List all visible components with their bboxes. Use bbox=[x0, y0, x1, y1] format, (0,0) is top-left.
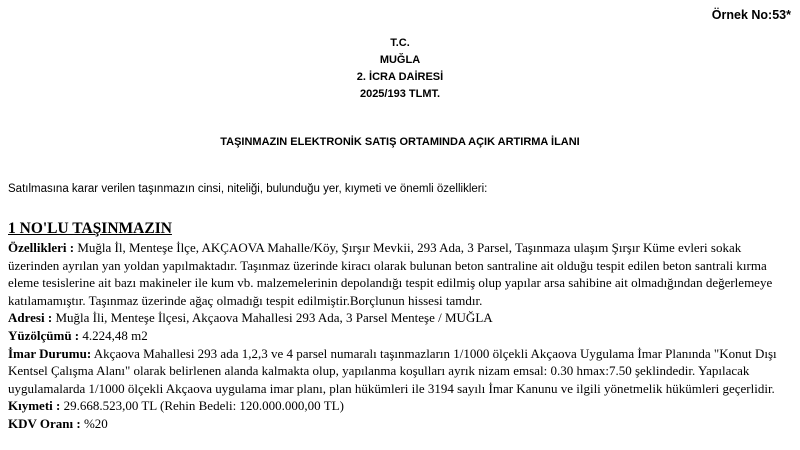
features-label: Özellikleri : bbox=[8, 240, 75, 255]
authority-header bbox=[0, 35, 800, 103]
zoning-row bbox=[8, 345, 788, 398]
value-row bbox=[8, 397, 788, 415]
header-office: 2. İCRA DAİRESİ bbox=[356, 71, 444, 83]
area-text: 4.224,48 m2 bbox=[79, 327, 148, 343]
value-label: Kıymeti : bbox=[8, 398, 61, 414]
notice-title: TAŞINMAZIN ELEKTRONİK SATIŞ ORTAMINDA AÇIK ARTIRMA İLANI bbox=[220, 136, 580, 148]
address-label: Adresi : bbox=[8, 310, 53, 326]
address-row bbox=[8, 309, 788, 327]
address-text: Muğla İli, Menteşe İlçesi, Akçaova Mahallesi 293 Ada, 3 Parsel Menteşe / MUĞLA bbox=[52, 310, 493, 326]
zoning-label: İmar Durumu: bbox=[8, 345, 92, 361]
vat-text: %20 bbox=[80, 415, 108, 431]
property-section bbox=[8, 219, 788, 433]
features-text: Muğla İl, Menteşe İlçe, AKÇAOVA Mahalle/Köy, Şırşır Mevkii, 293 Ada, 3 Parsel, Taşınmaza ulaşım Şırşır Küme evleri sokak üzerinden ayrılan yan yoldan yapılmaktadır. Taşınmaz üzerinde kiracı olarak bulunan beton santraline ait olduğu tespit edilen beton santrali kırma eleme tesislerine ait bazı makineler ile kum vb. malzemelerinin depolandığı tespit edilmiş olup yapılar arsa sahibine ait olmadığından değerlemeye katılamamıştır. Taşınmaz üzerinde ağaç olmadığı tespit edilmiştir.Borçlunun hissesi tamdır. bbox=[8, 240, 773, 308]
header-file-number: 2025/193 TLMT. bbox=[359, 88, 441, 100]
area-label: Yüzölçümü : bbox=[8, 327, 80, 343]
sample-number: Örnek No:53* bbox=[711, 8, 791, 22]
zoning-text: Akçaova Mahallesi 293 ada 1,2,3 ve 4 parsel numaralı taşınmazların 1/1000 ölçekli Akçaova Uygulama İmar Planında "Konut Dışı Kentsel Çalışma Alanı" olarak belirlenen alanda kalmakta olup, yapılanma koşulları ayrık nizam emsal: 0.30 hmax:7.50 şeklindedir. Yapılacak uygulamalarda 1/1000 ölçekli Akçaova uygulama imar planı, plan hükümleri ile 3194 sayılı İmar Kanunu ve ilgili yönetmelik hükümleri geçerlidir. bbox=[8, 345, 777, 396]
vat-row bbox=[8, 415, 788, 433]
vat-label: KDV Oranı : bbox=[8, 415, 81, 431]
intro-text: Satılmasına karar verilen taşınmazın cinsi, niteliği, bulunduğu yer, kıymeti ve önemli özellikleri: bbox=[8, 183, 488, 195]
area-row bbox=[8, 327, 788, 345]
header-city: MUĞLA bbox=[379, 54, 421, 66]
value-text: 29.668.523,00 TL (Rehin Bedeli: 120.000.000,00 TL) bbox=[60, 398, 344, 414]
property-heading: 1 NO'LU TAŞINMAZIN bbox=[8, 220, 172, 237]
header-country: T.C. bbox=[390, 37, 410, 49]
features-row bbox=[8, 239, 788, 309]
